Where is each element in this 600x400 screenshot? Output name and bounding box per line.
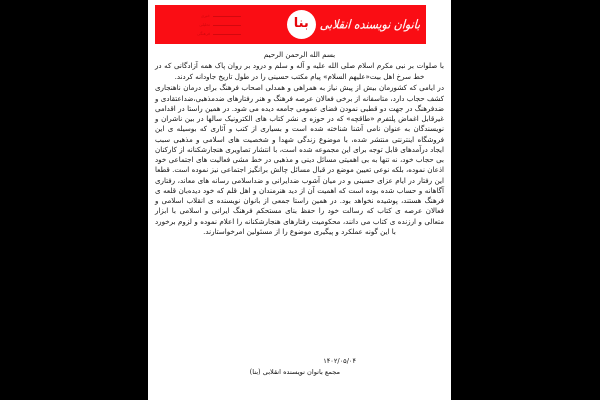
statement-signature: مجمع بانوان نویسنده انقلابی (بنا) [249,368,340,376]
banner-rule-label: فرهنگی [197,31,210,36]
basmala-line: بسم الله الرحمن الرحیم [263,50,336,59]
logo-badge-text: بنا [293,16,309,31]
statement-paragraph: با صلوات بر نبی مکرم اسلام صلی الله علیه و آله و سلم و درود بر روان پاک همه آزادگانی که در خط سرخ اهل بیت«علیهم السلام» پیام مکتب حسینی را در طول تاریخ جاودانه کردند. [155,61,444,81]
document-header-banner [155,5,426,44]
banner-rule-line-icon [213,16,241,17]
logo-wordmark: بانوان نویسنده انقلابی [319,17,421,32]
statement-document-card [148,0,451,400]
logo-badge-icon [287,10,316,39]
banner-rule-label: خبری [200,13,210,18]
banner-rule-line-icon [213,34,241,35]
banner-rule-line-icon [213,25,241,26]
organization-logo [287,9,420,40]
statement-paragraph: در ایامی که کشورمان بیش از پیش نیاز به همراهی و همدلی اصحاب فرهنگ برای درمان ناهنجاری کشف حجاب دارد، متاسفانه از برخی فعالان عرصه فرهنگ و هنر رفتارهای ضدمذهبی،ضداعتقادی و ضدفرهنگ در جهت دو قطبی نمودن فضای عمومی جامعه دیده می شود. در همین راستا در اقدامی غیرقابل اغماض پلتفرم «طاقچه» که در حوزه ی نشر کتاب های الکترونیک سالها در بین ناشران و نویسندگان به عنوان نامی آشنا شناخته شده است و بسیاری از کتب و آثاری که بوسیله ی این فروشگاه اینترنتی منتشر شده، با موضوع زندگی شهدا و شخصیت های اسلامی و مذهبی سبب ایجاد درآمدهای قابل توجه برای این مجموعه شده است، با انتشار تصاویری هنجارشکنانه از کارکنان بی حجاب خود، نه تنها به بی اهمیتی مسائل دینی و مذهبی در خط مشی فعالیت های اجتماعی خود اذعان نموده، بلکه نوعی تعیین موضع در قبال مسائل چالش برانگیز اجتماعی نیز نموده است. قطعا این رفتار در ایام عزای حسینی و در میان آشوب ضدایرانی و ضداسلامی رسانه های معاند، رفتاری آگاهانه و حساب شده بوده است که اهمیت آن از دید هنرمندان و اهل قلم که خود دیده‌بان قلعه ی فرهنگ هستند، پوشیده نخواهد بود. در همین راستا جمعی از بانوان نویسنده ی انقلاب اسلامی و فعالان عرصه ی کتاب که رسالت خود را حفظ بنای مستحکم فرهنگ ایرانی و اسلامی با ابزار متعالی و ارزنده ی کتاب می دانند، محکومیت رفتارهای هنجارشکنانه را اعلام نموده و لزوم برخورد با این گونه عملکرد و پیگیری موضوع را از مسئولین امرخواستارند. [155,83,444,236]
banner-rule-row [161,21,241,29]
statement-date: ۱۴۰۲/۰۵/۰۴ [323,357,356,365]
banner-rule-row [161,30,241,38]
statement-body [155,50,444,237]
statement-footer [156,356,356,378]
banner-rule-row [161,12,241,20]
banner-rule-label: تحلیلی [199,22,210,27]
banner-rule-lines [161,12,241,38]
